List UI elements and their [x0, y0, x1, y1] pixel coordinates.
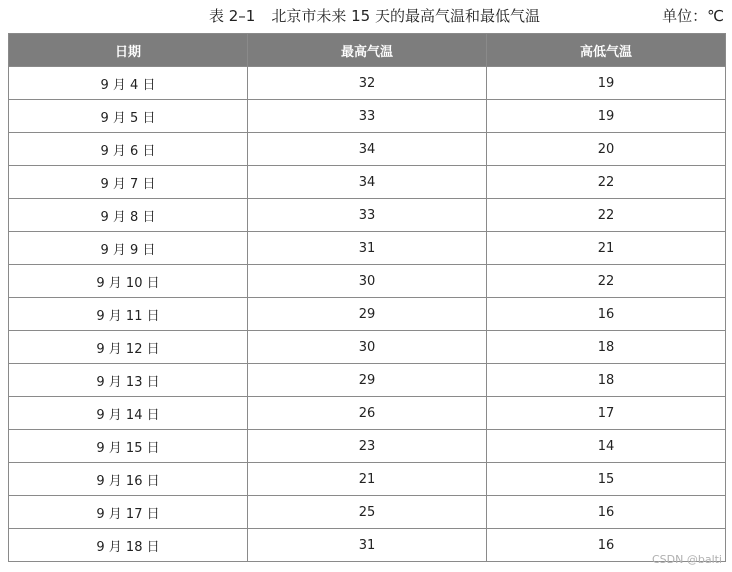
watermark: CSDN @balti — [651, 553, 722, 566]
cell-max-temp: 31 — [248, 529, 487, 562]
cell-min-temp: 16 — [487, 298, 726, 331]
cell-min-temp: 22 — [487, 265, 726, 298]
cell-date: 9 月 16 日 — [9, 463, 248, 496]
cell-max-temp: 23 — [248, 430, 487, 463]
cell-date: 9 月 13 日 — [9, 364, 248, 397]
cell-max-temp: 33 — [248, 199, 487, 232]
column-header-max-temp: 最高气温 — [248, 34, 487, 67]
table-row — [9, 100, 726, 133]
cell-date: 9 月 8 日 — [9, 199, 248, 232]
cell-max-temp: 29 — [248, 298, 487, 331]
table-header-row — [9, 34, 726, 67]
cell-min-temp: 19 — [487, 100, 726, 133]
table-title: 北京市未来 15 天的最高气温和最低气温 — [271, 7, 540, 25]
cell-min-temp: 20 — [487, 133, 726, 166]
table-row — [9, 298, 726, 331]
cell-date: 9 月 12 日 — [9, 331, 248, 364]
cell-max-temp: 29 — [248, 364, 487, 397]
table-number: 表 2–1 — [209, 7, 256, 25]
cell-max-temp: 31 — [248, 232, 487, 265]
cell-min-temp: 18 — [487, 331, 726, 364]
cell-max-temp: 26 — [248, 397, 487, 430]
cell-max-temp: 30 — [248, 265, 487, 298]
table-row — [9, 199, 726, 232]
cell-max-temp: 30 — [248, 331, 487, 364]
cell-min-temp: 18 — [487, 364, 726, 397]
table-caption — [209, 4, 540, 28]
cell-max-temp: 34 — [248, 166, 487, 199]
cell-min-temp: 16 — [487, 496, 726, 529]
table-row — [9, 463, 726, 496]
cell-min-temp: 15 — [487, 463, 726, 496]
table-row — [9, 430, 726, 463]
cell-max-temp: 33 — [248, 100, 487, 133]
cell-date: 9 月 7 日 — [9, 166, 248, 199]
cell-min-temp: 17 — [487, 397, 726, 430]
table-row — [9, 529, 726, 562]
cell-min-temp: 22 — [487, 199, 726, 232]
cell-date: 9 月 4 日 — [9, 67, 248, 100]
unit-label: 单位：℃ — [662, 7, 724, 25]
cell-max-temp: 21 — [248, 463, 487, 496]
cell-date: 9 月 6 日 — [9, 133, 248, 166]
cell-min-temp: 19 — [487, 67, 726, 100]
cell-max-temp: 25 — [248, 496, 487, 529]
cell-date: 9 月 10 日 — [9, 265, 248, 298]
cell-date: 9 月 18 日 — [9, 529, 248, 562]
temperature-table — [8, 33, 726, 562]
column-header-min-temp: 高低气温 — [487, 34, 726, 67]
cell-min-temp: 21 — [487, 232, 726, 265]
table-row — [9, 133, 726, 166]
cell-date: 9 月 14 日 — [9, 397, 248, 430]
table-row — [9, 331, 726, 364]
cell-max-temp: 34 — [248, 133, 487, 166]
cell-date: 9 月 17 日 — [9, 496, 248, 529]
table-row — [9, 364, 726, 397]
cell-min-temp: 16 — [487, 529, 726, 562]
table-row — [9, 265, 726, 298]
table-row — [9, 232, 726, 265]
cell-date: 9 月 11 日 — [9, 298, 248, 331]
cell-min-temp: 14 — [487, 430, 726, 463]
cell-max-temp: 32 — [248, 67, 487, 100]
table-row — [9, 397, 726, 430]
column-header-date: 日期 — [9, 34, 248, 67]
table-row — [9, 496, 726, 529]
cell-date: 9 月 5 日 — [9, 100, 248, 133]
table-row — [9, 166, 726, 199]
cell-date: 9 月 9 日 — [9, 232, 248, 265]
table-row — [9, 67, 726, 100]
cell-min-temp: 22 — [487, 166, 726, 199]
cell-date: 9 月 15 日 — [9, 430, 248, 463]
